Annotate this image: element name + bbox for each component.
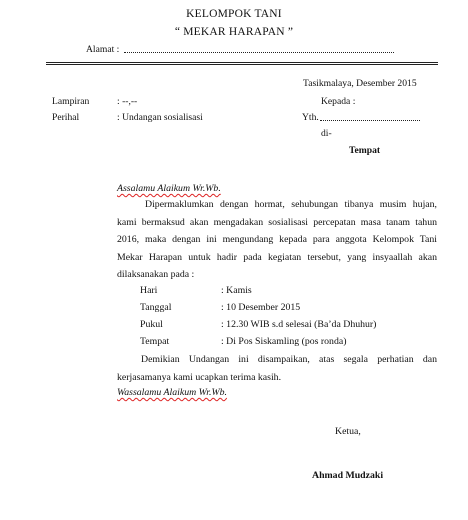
- closing-line: kerjasamanya kami ucapkan terima kasih.: [117, 371, 282, 383]
- paragraph-line: Dipermaklumkan dengan hormat, sehubungan tibanya musim hujan,: [145, 199, 437, 210]
- invitation-paragraph: [117, 196, 437, 284]
- paragraph-line: 2016, maka dengan ini mengundang kepada para anggota Kelompok Tani: [117, 234, 437, 245]
- address-dotted-line: [124, 52, 394, 53]
- closing-paragraph: [117, 351, 437, 386]
- detail-value-place: : Di Pos Siskamling (pos ronda): [221, 336, 347, 347]
- kepada-label: Kepada :: [321, 96, 356, 107]
- signature-title: Ketua,: [335, 426, 361, 437]
- paragraph-line: kami bermaksud akan mengadakan sosialisasi percepatan masa tanam tahun: [117, 216, 437, 228]
- recipient-yth: Yth.: [302, 112, 319, 123]
- closing-line: Demikian Undangan ini disampaikan, atas segala perhatian dan: [141, 354, 437, 365]
- address-label: Alamat :: [86, 44, 120, 55]
- detail-label-day: Hari: [140, 285, 158, 296]
- perihal-value: : Undangan sosialisasi: [117, 112, 203, 123]
- farewell: Wassalamu Alaikum Wr.Wb.: [117, 387, 227, 398]
- lampiran-label: Lampiran: [52, 96, 90, 107]
- perihal-label: Perihal: [52, 112, 80, 123]
- greeting: Assalamu Alaikum Wr.Wb.: [117, 183, 221, 194]
- detail-value-day: : Kamis: [221, 285, 252, 296]
- recipient-di: di-: [321, 128, 332, 139]
- recipient-dotted-line: [320, 120, 420, 121]
- detail-label-place: Tempat: [140, 336, 170, 347]
- recipient-place: Tempat: [349, 145, 381, 156]
- organization-title: KELOMPOK TANI: [186, 8, 282, 20]
- paragraph-line: dilaksanakan pada :: [117, 269, 195, 280]
- paragraph-line: Mekar Harapan untuk hadir pada kegiatan tersebut, yang insyaallah akan: [117, 251, 437, 263]
- detail-label-time: Pukul: [140, 319, 163, 330]
- organization-name: “ MEKAR HARAPAN ”: [174, 26, 294, 38]
- detail-value-time: : 12.30 WIB s.d selesai (Ba’da Dhuhur): [221, 319, 377, 330]
- signature-name: Ahmad Mudzaki: [312, 470, 384, 481]
- detail-label-date: Tanggal: [140, 302, 172, 313]
- place-date: Tasikmalaya, Desember 2015: [303, 78, 417, 89]
- header-divider-top: [46, 62, 438, 63]
- detail-value-date: : 10 Desember 2015: [221, 302, 301, 313]
- lampiran-value: : --,--: [117, 96, 138, 107]
- header-divider-bottom: [46, 64, 438, 65]
